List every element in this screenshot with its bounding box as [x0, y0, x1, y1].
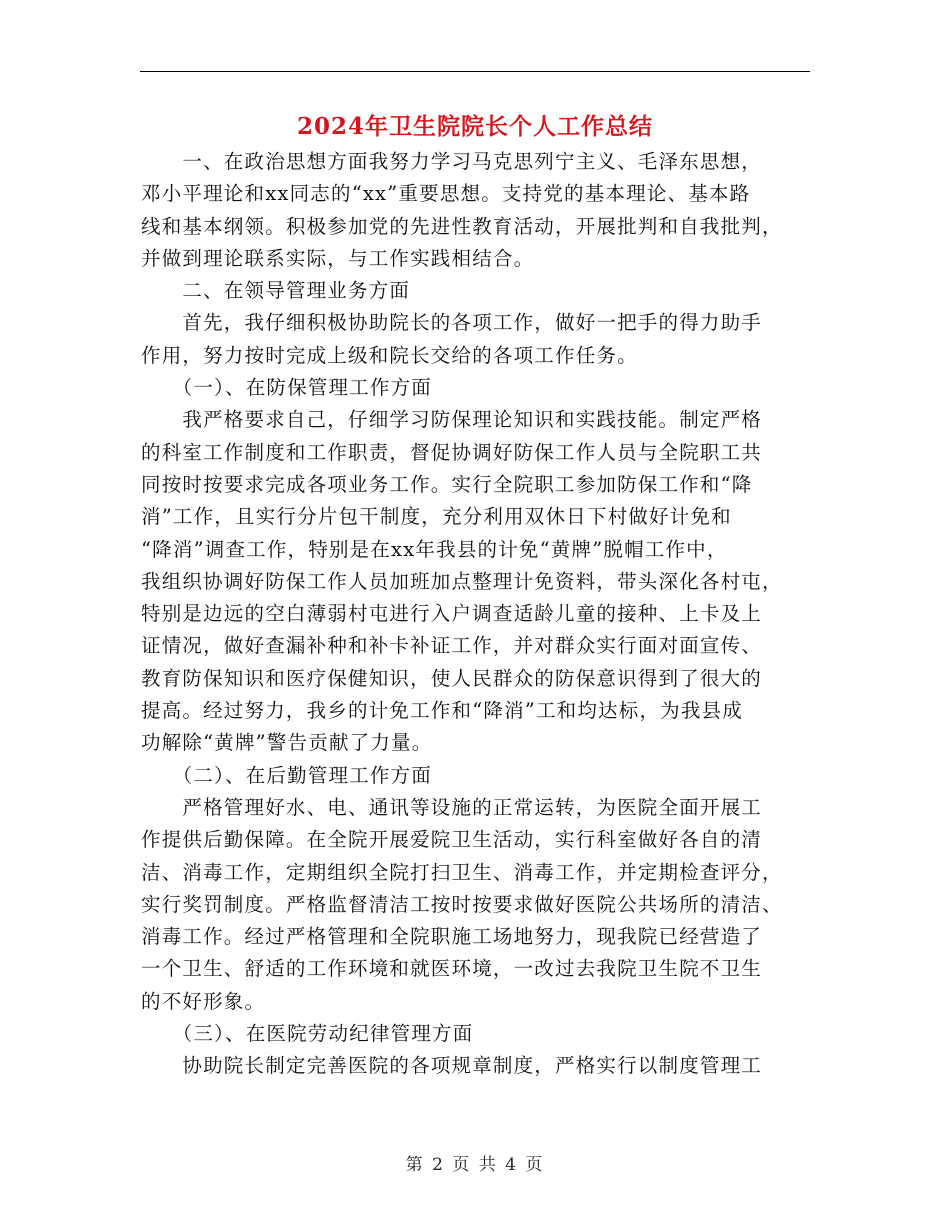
body-line: 一、在政治思想方面我努力学习马克思列宁主义、毛泽东思想，	[141, 150, 763, 173]
body-line: 的科室工作制度和工作职责，督促协调好防保工作人员与全院职工共	[141, 440, 763, 464]
body-line: 提高。经过努力，我乡的计免工作和“降消”工和均达标，为我县成	[141, 699, 743, 723]
body-line: 消毒工作。经过严格管理和全院职施工场地努力，现我院已经营造了	[141, 925, 763, 949]
body-line: 的不好形象。	[141, 989, 266, 1013]
body-line: 我严格要求自己，仔细学习防保理论知识和实践技能。制定严格	[141, 408, 763, 432]
body-line: 二、在领导管理业务方面	[141, 279, 411, 303]
body-line: 实行奖罚制度。严格监督清洁工按时按要求做好医院公共场所的清洁、	[141, 892, 783, 916]
body-line: 严格管理好水、电、通讯等设施的正常运转，为医院全面开展工	[141, 795, 763, 819]
body-line: 首先，我仔细积极协助院长的各项工作，做好一把手的得力助手	[141, 311, 763, 335]
document-body	[141, 146, 811, 1083]
body-line: 邓小平理论和xx同志的“xx”重要思想。支持党的基本理论、基本路	[141, 182, 751, 206]
body-line: 并做到理论联系实际，与工作实践相结合。	[141, 246, 535, 270]
body-line: 功解除“黄牌”警告贡献了力量。	[141, 731, 433, 755]
body-line: 证情况，做好查漏补种和补卡补证工作，并对群众实行面对面宣传、	[141, 634, 763, 658]
body-line: 特别是边远的空白薄弱村屯进行入户调查适龄儿童的接种、上卡及上	[141, 602, 763, 626]
body-line: （二）、在后勤管理工作方面	[141, 763, 433, 787]
header-rule	[140, 71, 810, 72]
body-line: “降消”调查工作，特别是在xx年我县的计免“黄牌”脱帽工作中，	[141, 537, 728, 561]
body-line: 洁、消毒工作，定期组织全院打扫卫生、消毒工作，并定期检查评分，	[141, 860, 783, 884]
body-line: 线和基本纲领。积极参加党的先进性教育活动，开展批判和自我批判，	[141, 214, 783, 238]
body-line: （三）、在医院劳动纪律管理方面	[141, 1022, 474, 1046]
body-line: 我组织协调好防保工作人员加班加点整理计免资料，带头深化各村屯，	[141, 569, 783, 593]
body-line: 作用，努力按时完成上级和院长交给的各项工作任务。	[141, 343, 638, 367]
page-footer: 第 2 页 共 4 页	[405, 1155, 545, 1175]
document-title: 2024年卫生院院长个人工作总结	[296, 113, 653, 140]
body-line: （一）、在防保管理工作方面	[141, 376, 433, 400]
body-line: 作提供后勤保障。在全院开展爱院卫生活动，实行科室做好各自的清	[141, 828, 763, 852]
body-line: 同按时按要求完成各项业务工作。实行全院职工参加防保工作和“降	[141, 472, 753, 496]
body-line: 消”工作，且实行分片包干制度，充分利用双休日下村做好计免和	[141, 505, 732, 529]
body-line: 一个卫生、舒适的工作环境和就医环境，一改过去我院卫生院不卫生	[141, 957, 763, 981]
body-line: 协助院长制定完善医院的各项规章制度，严格实行以制度管理工	[141, 1054, 763, 1078]
body-line: 教育防保知识和医疗保健知识，使人民群众的防保意识得到了很大的	[141, 666, 763, 690]
